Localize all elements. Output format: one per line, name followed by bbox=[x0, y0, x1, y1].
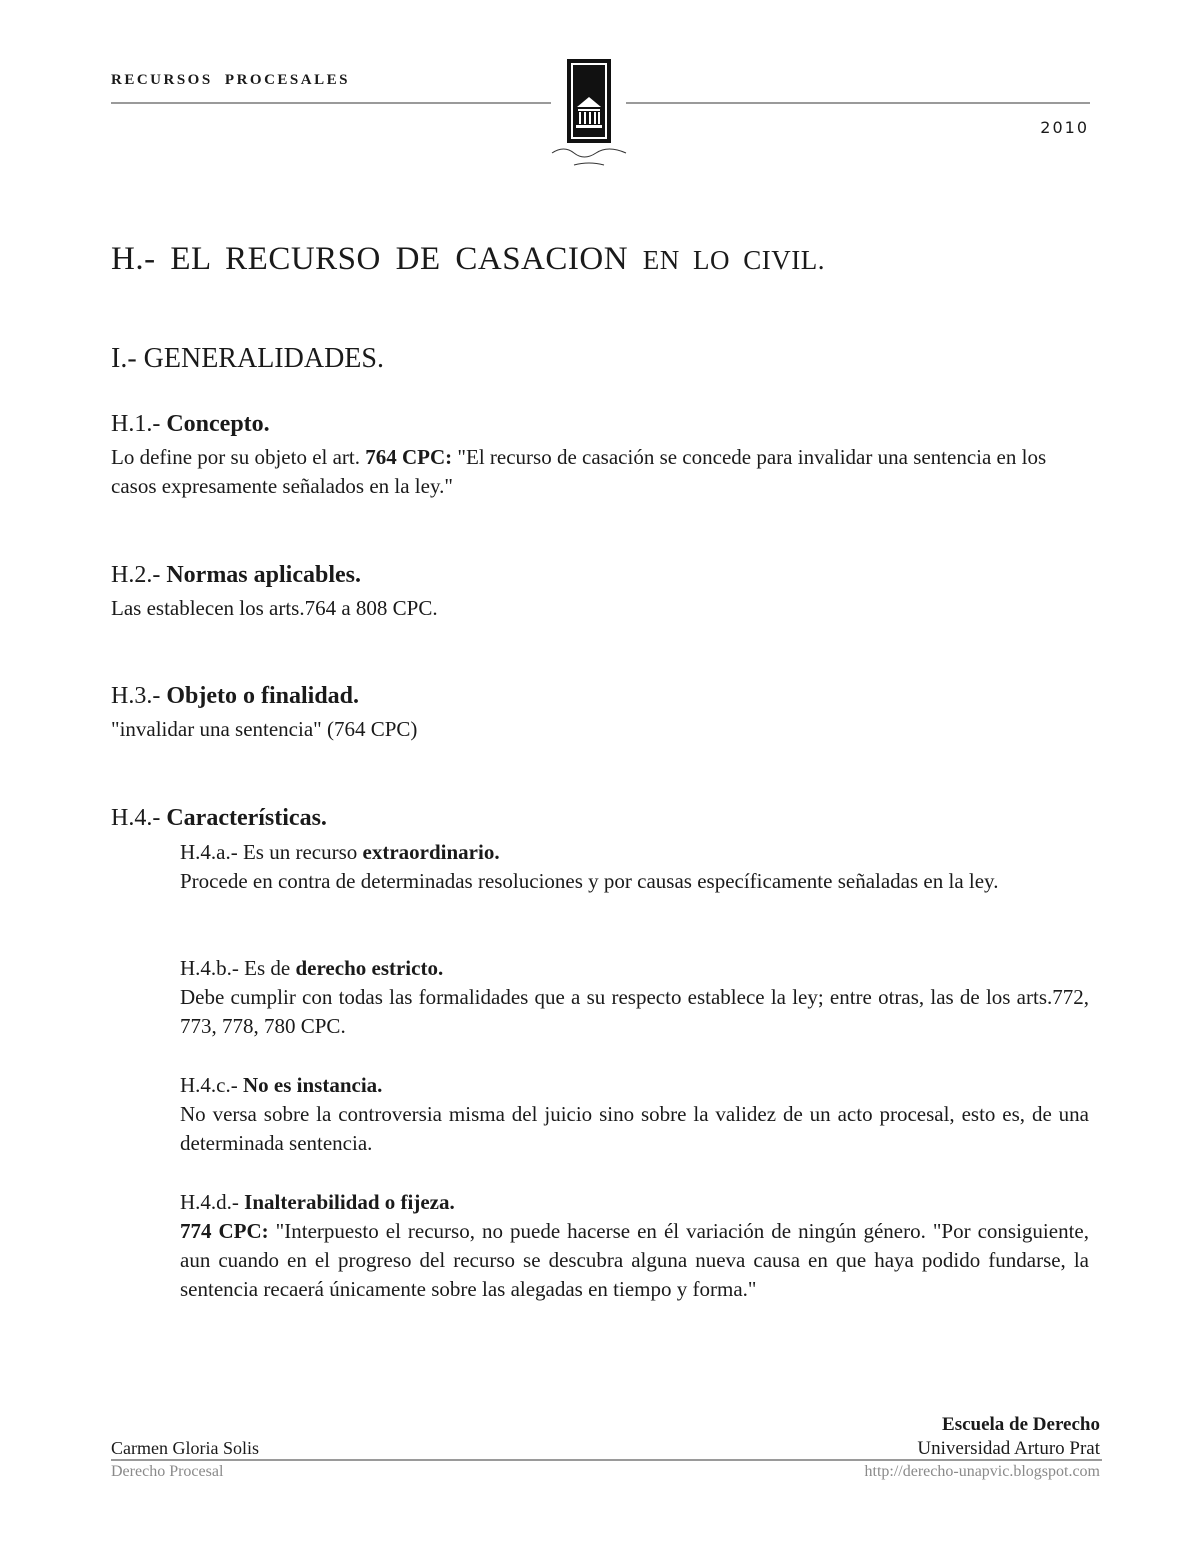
footer-rule bbox=[111, 1459, 1102, 1461]
paragraph-normas: Las establecen los arts.764 a 808 CPC. bbox=[111, 596, 438, 620]
subheading-inalterabilidad: H.4.d.- Inalterabilidad o fijeza. bbox=[180, 1190, 455, 1214]
header-rule-left bbox=[111, 102, 551, 104]
building-icon bbox=[544, 57, 634, 177]
footer-author: Carmen Gloria Solis bbox=[111, 1438, 259, 1458]
subheading-derecho-estricto: H.4.b.- Es de derecho estricto. bbox=[180, 956, 444, 980]
school-logo bbox=[544, 57, 634, 177]
paragraph-extraordinario: Procede en contra de determinadas resoluciones y por causas específicamente señaladas en la ley. bbox=[180, 869, 999, 893]
header-year: 2010 bbox=[1040, 118, 1089, 137]
paragraph-derecho-estricto: Debe cumplir con todas las formalidades que a su respecto establece la ley; entre otras, las de los arts.772, 773, 778, 780 CPC. bbox=[180, 985, 1089, 1038]
subheading-no-instancia: H.4.c.- No es instancia. bbox=[180, 1073, 383, 1097]
header-title: RECURSOS PROCESALES bbox=[111, 72, 350, 88]
document-title: H.- EL RECURSO DE CASACION EN LO CIVIL. bbox=[111, 241, 826, 277]
paragraph-inalterabilidad: 774 CPC: "Interpuesto el recurso, no puede hacerse en él variación de ningún género. "Por consiguiente, aun cuando en el progreso del recurso se descubra alguna nueva causa en que haya podido fundarse, la sentencia recaerá únicamente sobre las alegadas en tiempo y forma." bbox=[180, 1219, 1089, 1301]
footer-course: Derecho Procesal bbox=[111, 1463, 224, 1480]
section-title: I.- GENERALIDADES. bbox=[111, 343, 384, 374]
footer-url[interactable]: http://derecho-unapvic.blogspot.com bbox=[864, 1463, 1100, 1480]
footer-university: Universidad Arturo Prat bbox=[917, 1438, 1100, 1459]
paragraph-objeto: "invalidar una sentencia" (764 CPC) bbox=[111, 717, 418, 741]
subheading-extraordinario: H.4.a.- Es un recurso extraordinario. bbox=[180, 840, 500, 864]
footer-school: Escuela de Derecho bbox=[942, 1414, 1100, 1435]
heading-caracteristicas: H.4.- Características. bbox=[111, 805, 327, 831]
paragraph-concepto: Lo define por su objeto el art. 764 CPC: "El recurso de casación se concede para invalidar una sentencia en los casos expresamente señalados en la ley." bbox=[111, 445, 1047, 498]
heading-concepto: H.1.- Concepto. bbox=[111, 411, 270, 437]
header-rule-right bbox=[626, 102, 1090, 104]
heading-objeto: H.3.- Objeto o finalidad. bbox=[111, 683, 360, 709]
paragraph-no-instancia: No versa sobre la controversia misma del juicio sino sobre la validez de un acto procesal, esto es, de una determinada sentencia. bbox=[180, 1102, 1089, 1155]
heading-normas: H.2.- Normas aplicables. bbox=[111, 562, 361, 588]
